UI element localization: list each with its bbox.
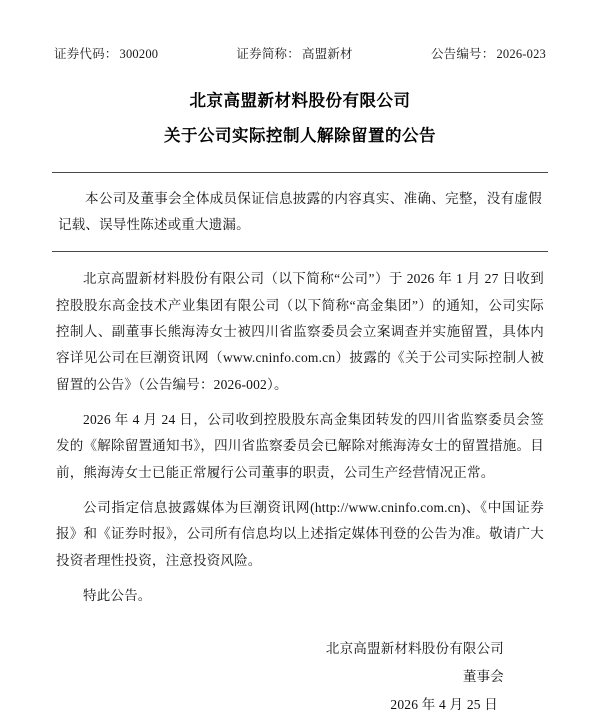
disclaimer-text: 本公司及董事会全体成员保证信息披露的内容真实、准确、完整，没有虚假记载、误导性陈述或重大遗漏。	[58, 186, 542, 239]
paragraph-2: 2026 年 4 月 24 日，公司收到控股股东高金集团转发的四川省监察委员会签发的《解除留置通知书》，四川省监察委员会已解除对熊海涛女士的留置措施。目前，熊海涛女士已能正常履行公司董事的职责，公司生产经营情况正常。	[52, 407, 548, 486]
signature-block	[52, 635, 548, 718]
security-name-value: 高盟新材	[302, 47, 353, 61]
closing-statement: 特此公告。	[52, 583, 548, 609]
document-header	[52, 44, 548, 62]
security-name	[236, 44, 352, 62]
signature-board: 董事会	[52, 663, 504, 691]
announcement-number-label: 公告编号：	[431, 47, 495, 61]
security-code	[54, 44, 158, 62]
security-name-label: 证券简称：	[236, 47, 300, 61]
page-subtitle: 关于公司实际控制人解除留置的公告	[52, 123, 548, 149]
security-code-value: 300200	[120, 47, 159, 61]
signature-company: 北京高盟新材料股份有限公司	[52, 635, 504, 663]
signature-date: 2026 年 4 月 25 日	[52, 691, 504, 718]
paragraph-1: 北京高盟新材料股份有限公司（以下简称“公司”）于 2026 年 1 月 27 日收到控股股东高金技术产业集团有限公司（以下简称“高金集团”）的通知，公司实际控制人、副董事长熊海涛女士被四川省监察委员会立案调查并实施留置，具体内容详见公司在巨潮资讯网（www.cninfo.com.cn）披露的《关于公司实际控制人被留置的公告》（公告编号：2026-002）。	[52, 266, 548, 398]
document-body	[52, 266, 548, 609]
disclaimer-box	[52, 172, 548, 253]
paragraph-3: 公司指定信息披露媒体为巨潮资讯网(http://www.cninfo.com.cn)、《中国证券报》和《证券时报》，公司所有信息均以上述指定媒体刊登的公告为准。敬请广大投资者理性投资，注意投资风险。	[52, 495, 548, 574]
page-title: 北京高盟新材料股份有限公司	[52, 88, 548, 114]
announcement-number-value: 2026-023	[496, 47, 546, 61]
title-block	[52, 88, 548, 150]
announcement-number	[431, 44, 546, 62]
security-code-label: 证券代码：	[54, 47, 118, 61]
